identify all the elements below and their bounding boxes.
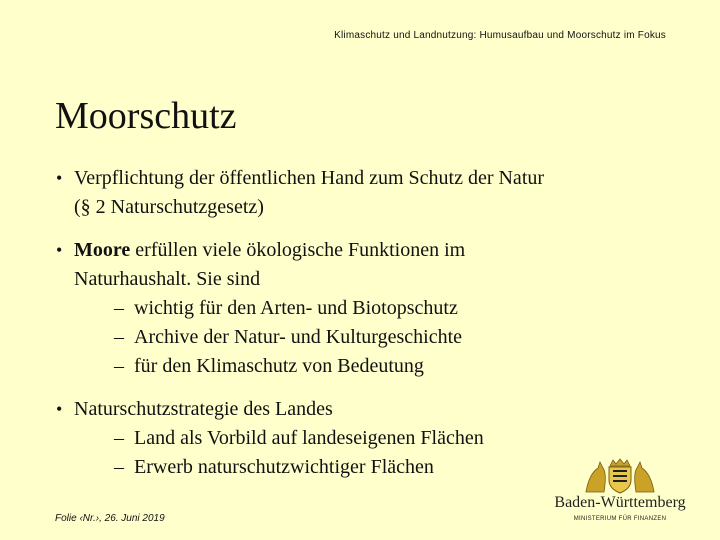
bullet-text: Naturschutzstrategie des Landes — [74, 398, 333, 420]
sub-marker: – — [114, 427, 124, 449]
sub-item — [74, 424, 676, 453]
bullet-text: (§ 2 Naturschutzgesetz) — [74, 196, 264, 218]
sub-item — [74, 294, 676, 323]
bullet-text: Naturhaushalt. Sie sind — [74, 268, 261, 290]
sub-item — [74, 352, 676, 381]
slide-footer: Folie ‹Nr.›, 26. Juni 2019 — [55, 513, 165, 524]
bullet-list — [56, 164, 676, 496]
bold-term: Moore — [74, 239, 131, 261]
sub-item-text: Erwerb naturschutzwichtiger Flächen — [134, 456, 434, 478]
logo-wordmark: Baden-Württemberg — [554, 494, 686, 511]
logo-ministry: MINISTERIUM FÜR FINANZEN — [573, 516, 667, 522]
bullet-marker: • — [56, 399, 63, 419]
bullet-item-2 — [56, 236, 676, 381]
sub-marker: – — [114, 326, 124, 348]
sub-marker: – — [114, 355, 124, 377]
bullet-text-rest: erfüllen viele ökologische Funktionen im — [130, 239, 466, 261]
coat-of-arms-icon — [582, 458, 658, 494]
state-logo — [540, 458, 700, 528]
sub-item-text: für den Klimaschutz von Bedeutung — [134, 355, 424, 377]
bullet-marker: • — [56, 240, 63, 260]
bullet-text: Verpflichtung der öffentlichen Hand zum Schutz der Natur — [74, 167, 545, 189]
bullet-marker: • — [56, 168, 63, 188]
bullet-text — [74, 236, 676, 265]
sub-item-text: wichtig für den Arten- und Biotopschutz — [134, 297, 458, 319]
sub-item-text: Archive der Natur- und Kulturgeschichte — [134, 326, 463, 348]
sub-item — [74, 323, 676, 352]
sub-marker: – — [114, 456, 124, 478]
slide-title: Moorschutz — [55, 95, 237, 137]
sub-marker: – — [114, 297, 124, 319]
sub-item-text: Land als Vorbild auf landeseigenen Flächen — [134, 427, 484, 449]
bullet-item-1 — [56, 164, 676, 222]
slide-header: Klimaschutz und Landnutzung: Humusaufbau und Moorschutz im Fokus — [334, 30, 666, 41]
